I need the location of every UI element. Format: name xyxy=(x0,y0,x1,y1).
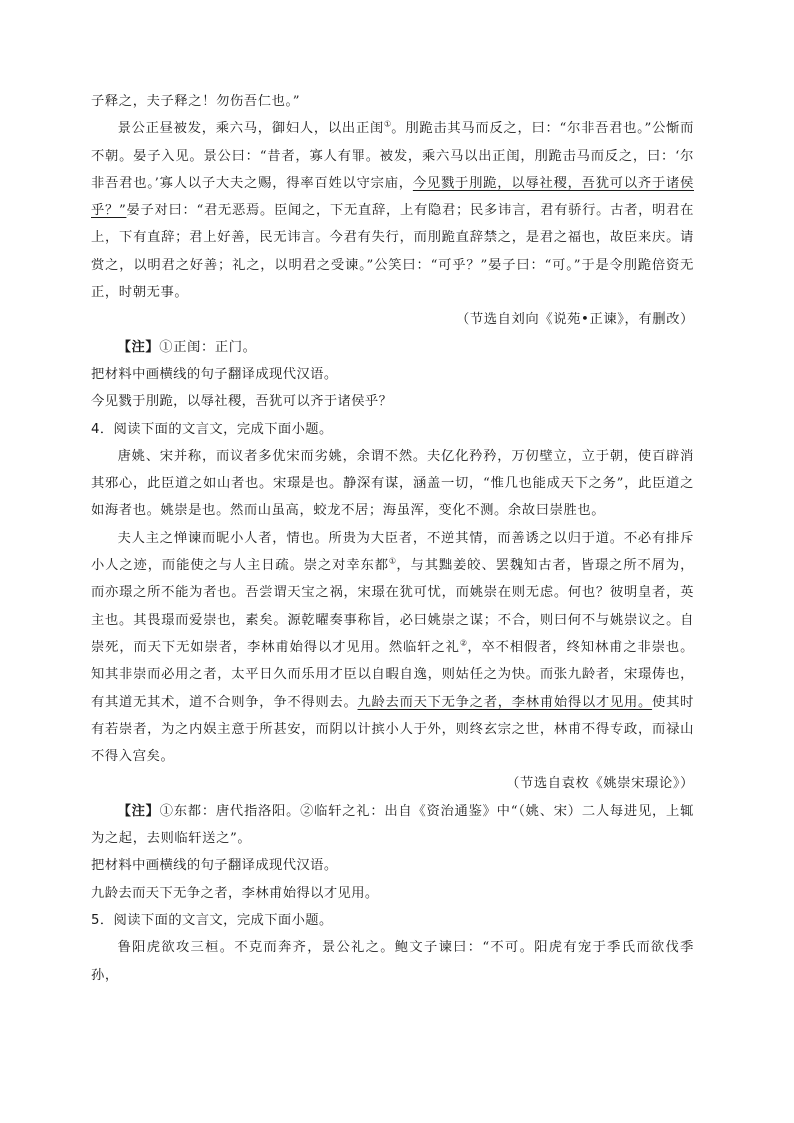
target-sentence: 九龄去而天下无争之者，李林甫始得以才见用。 xyxy=(91,885,379,901)
text-run: 。刖跪击其马而反之，曰：“尔非吾君也。”公惭而不朝。晏子入见。景公曰：“昔者，寡人有罪。被发，乘六马以出正闺，刖跪击马而反之，曰：‘尔非吾君也。’寡人以子大夫之赐，得率百姓以守宗庙， xyxy=(91,121,695,191)
question-heading: 4．阅读下面的文言文，完成下面小题。 xyxy=(91,421,333,437)
task-instruction: 把材料中画横线的句子翻译成现代汉语。 xyxy=(91,858,338,874)
underlined-sentence: 今见戮于刖跪，以辱社稷，吾犹可以齐于诸侯乎？” xyxy=(91,175,694,219)
paragraph-3: 唐姚、宋并称，而议者多优宋而劣姚，余谓不然。夫亿化矜矜，万仞壁立，立于朝，使百辟消其邪心，此臣道之如山者也。宋璟是也。静深有谋，涵盖一切，“惟几也能成天下之务”，此臣道之如海者也。姚崇是也。然而山虽高，蛟龙不居；海虽浑，变化不测。余故曰崇胜也。 xyxy=(91,448,694,519)
question-heading: 5．阅读下面的文言文，完成下面小题。 xyxy=(91,912,333,928)
text-run: 使其时有若崇者，为之内娱主意于所甚安，而阴以计摈小人于外，则终玄宗之世，林甫不得专政，而禄山不得入宫矣。 xyxy=(91,694,694,765)
underlined-sentence: 九龄去而天下无争之者，李林甫始得以才见用。 xyxy=(357,694,653,710)
source-citation: （节选自刘向《说苑•正谏》，有删改） xyxy=(455,312,694,328)
text-run: ，与其黜姜皎、罢魏知古者，皆璟之所不屑为，而亦璟之所不能为者也。吾尝谓天宝之祸，宋璟在犹可忧，而姚崇在则无虑。何也？彼明皇者，英主也。其畏璟而爱崇也，素矣。源乾曜奏事称旨，必曰姚崇之谋；不合，则曰何不与姚崇议之。自崇死，而天下无如崇者，李林甫始得以才见用。然临轩之礼 xyxy=(91,558,694,655)
paragraph-5: 鲁阳虎欲攻三桓。不克而奔齐，景公礼之。鲍文子谏曰：“不可。阳虎有宠于季氏而欲伐季孙， xyxy=(91,940,694,983)
source-citation: （节选自袁枚《姚崇宋璟论》） xyxy=(506,776,694,792)
footnote-mark: ② xyxy=(459,638,468,648)
text-run: 晏子对曰：“君无恶焉。臣闻之，下无直辞，上有隐君；民多讳言，君有骄行。古者，明君在上，下有直辞；君上好善，民无讳言。今君有失行，而刖跪直辞禁之，是君之福也，故臣来庆。请赏之，以明君之好善；礼之，以明君之受谏。”公笑曰：“可乎？”晏子曰：“可。”于是令刖跪倍资无正，时朝无事。 xyxy=(91,203,694,301)
text-run: 夫人主之惮谏而昵小人者，情也。所贵为大臣者，不逆其情，而善诱之以归于道。不必有排斥小人之迹，而能使之与人主日疏。崇之对幸东都 xyxy=(91,530,694,574)
text-run: ，卒不相假者，终知林甫之非崇也。知其非崇而必用之者，太平日久而乐用才臣以自暇自逸，则姑任之为快。而张九龄者，宋璟俦也，有其道无其术，道不合则争，争不得则去。 xyxy=(91,639,694,710)
text-run: 景公正昼被发，乘六马，御妇人，以出正闺 xyxy=(117,121,384,137)
annotation-note xyxy=(91,798,694,853)
note-text: ①东都：唐代指洛阳。②临轩之礼：出自《资治通鉴》中“（姚、宋）二人每进见，上辄为之起，去则临轩送之”。 xyxy=(91,803,694,847)
paragraph-1: 子释之，夫子释之！勿伤吾仁也。” xyxy=(91,94,301,109)
note-label: 【注】 xyxy=(117,803,160,819)
note-text: ①正闺：正门。 xyxy=(159,339,257,355)
paragraph-2 xyxy=(91,115,694,306)
footnote-mark: ① xyxy=(388,556,397,566)
target-sentence: 今见戮于刖跪，以辱社稷，吾犹可以齐于诸侯乎？ xyxy=(91,394,393,410)
paragraph-4 xyxy=(91,525,694,771)
note-label: 【注】 xyxy=(117,339,160,355)
footnote-mark: ① xyxy=(384,119,392,129)
task-instruction: 把材料中画横线的句子翻译成现代汉语。 xyxy=(91,366,338,382)
annotation-note xyxy=(91,334,694,361)
